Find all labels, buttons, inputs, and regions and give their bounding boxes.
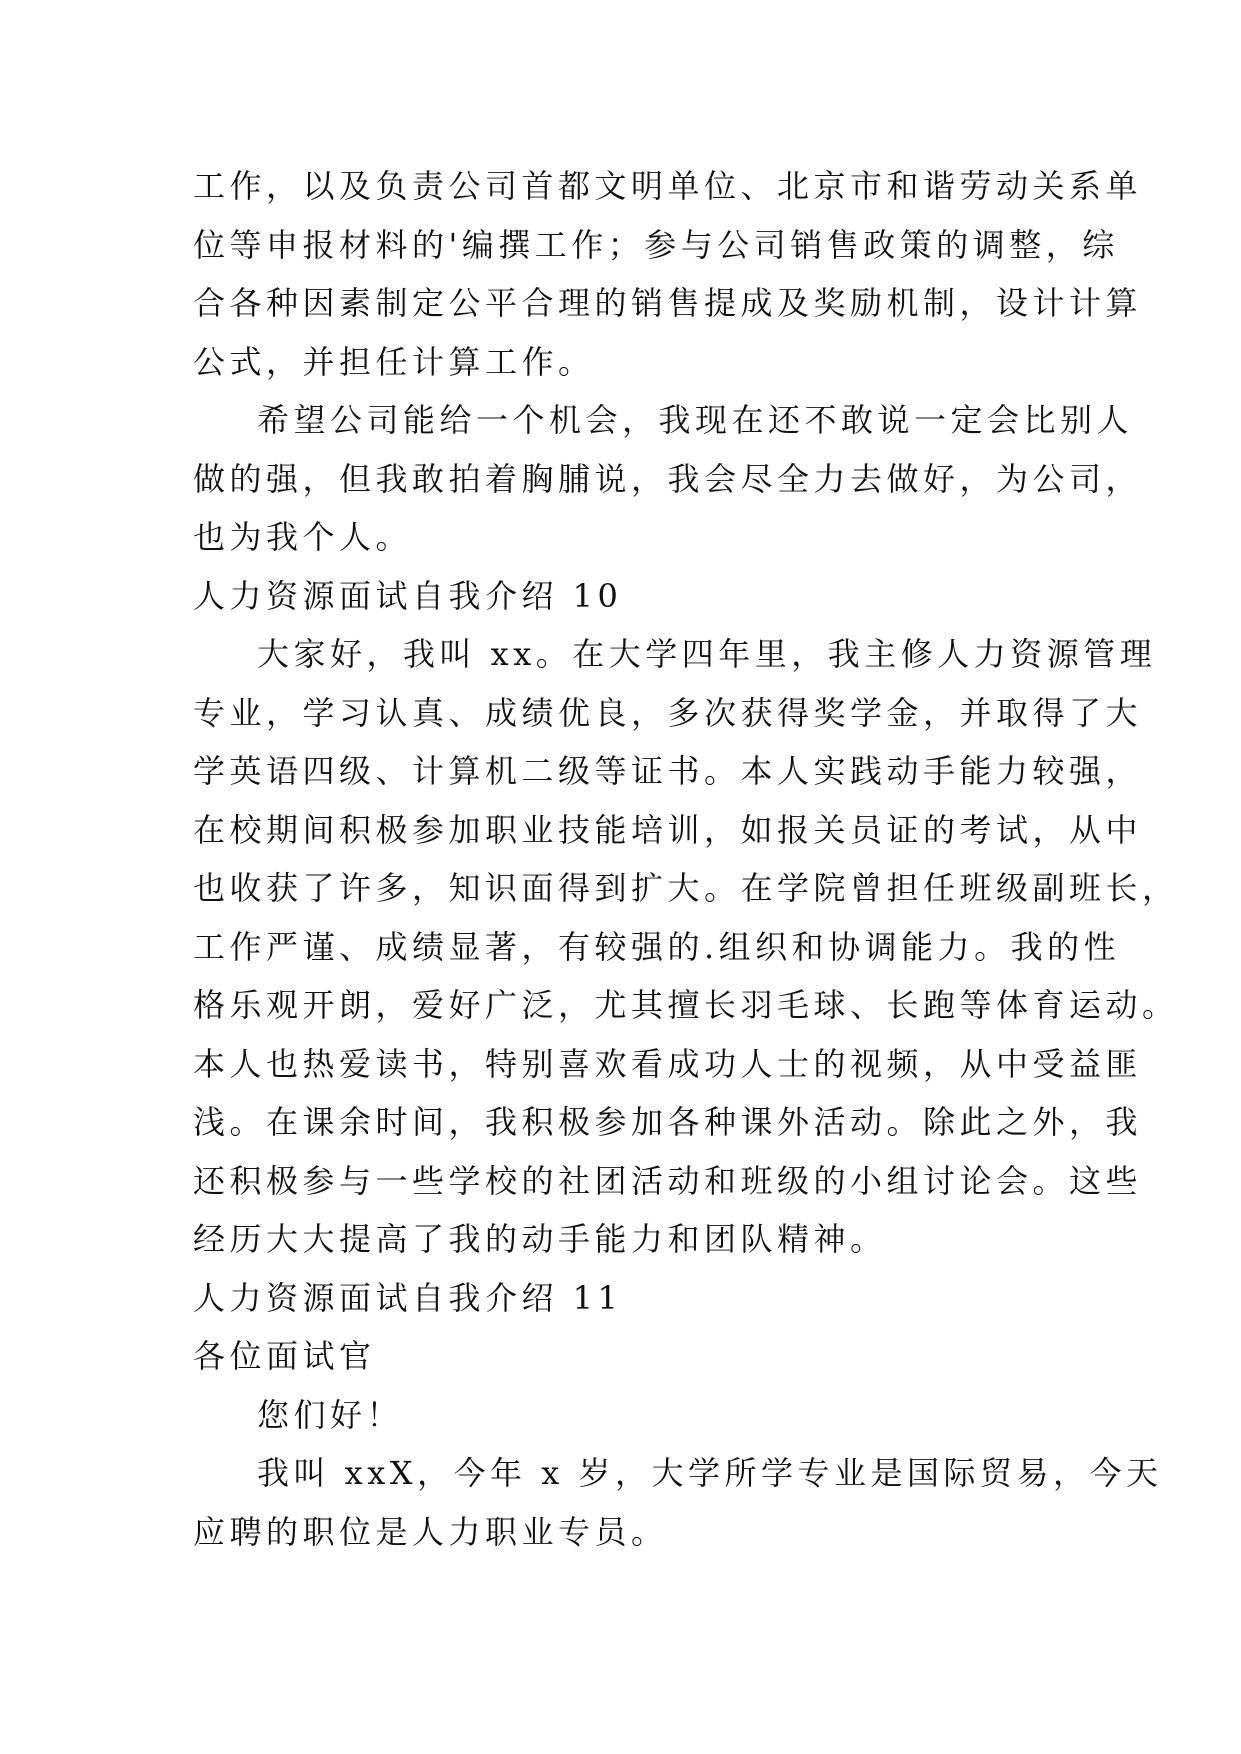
text-line: 本人也热爱读书，特别喜欢看成功人士的视频，从中受益匪 bbox=[193, 1044, 1143, 1083]
text-line: 应聘的职位是人力职业专员。 bbox=[193, 1512, 668, 1551]
text-line: 希望公司能给一个机会，我现在还不敢说一定会比别人 bbox=[257, 401, 1134, 439]
document-body bbox=[193, 157, 1179, 1561]
section-heading: 人力资源面试自我介绍 11 bbox=[193, 1278, 623, 1317]
greeting: 您们好！ bbox=[257, 1395, 404, 1434]
text-line: 专业，学习认真、成绩优良，多次获得奖学金，并取得了大 bbox=[193, 693, 1143, 732]
text-line: 还积极参与一些学校的社团活动和班级的小组讨论会。这些 bbox=[193, 1161, 1143, 1200]
text-line: 格乐观开朗，爱好广泛，尤其擅长羽毛球、长跑等体育运动。 bbox=[193, 986, 1179, 1024]
text-line: 学英语四级、计算机二级等证书。本人实践动手能力较强， bbox=[193, 752, 1143, 790]
text-line: 做的强，但我敢拍着胸脯说，我会尽全力去做好，为公司， bbox=[193, 459, 1143, 498]
text-line: 也为我个人。 bbox=[193, 518, 413, 556]
salutation: 各位面试官 bbox=[193, 1337, 376, 1375]
text-line: 我叫 xxX，今年 x 岁，大学所学专业是国际贸易，今天 bbox=[257, 1454, 1163, 1492]
text-line: 经历大大提高了我的动手能力和团队精神。 bbox=[193, 1220, 887, 1258]
text-line: 工作，以及负责公司首都文明单位、北京市和谐劳动关系单 bbox=[193, 167, 1143, 205]
text-line: 大家好，我叫 xx。在大学四年里，我主修人力资源管理 bbox=[257, 635, 1157, 673]
text-line: 合各种因素制定公平合理的销售提成及奖励机制，设计计算 bbox=[193, 284, 1143, 322]
section-heading: 人力资源面试自我介绍 10 bbox=[193, 576, 623, 615]
text-line: 在校期间积极参加职业技能培训，如报关员证的考试，从中 bbox=[193, 810, 1143, 849]
text-line: 位等申报材料的'编撰工作；参与公司销售政策的调整，综 bbox=[193, 225, 1119, 264]
text-line: 浅。在课余时间，我积极参加各种课外活动。除此之外，我 bbox=[193, 1103, 1143, 1141]
text-line: 公式，并担任计算工作。 bbox=[193, 342, 595, 381]
text-line: 也收获了许多，知识面得到扩大。在学院曾担任班级副班长， bbox=[193, 869, 1179, 907]
text-line: 工作严谨、成绩显著，有较强的.组织和协调能力。我的性 bbox=[193, 927, 1121, 966]
